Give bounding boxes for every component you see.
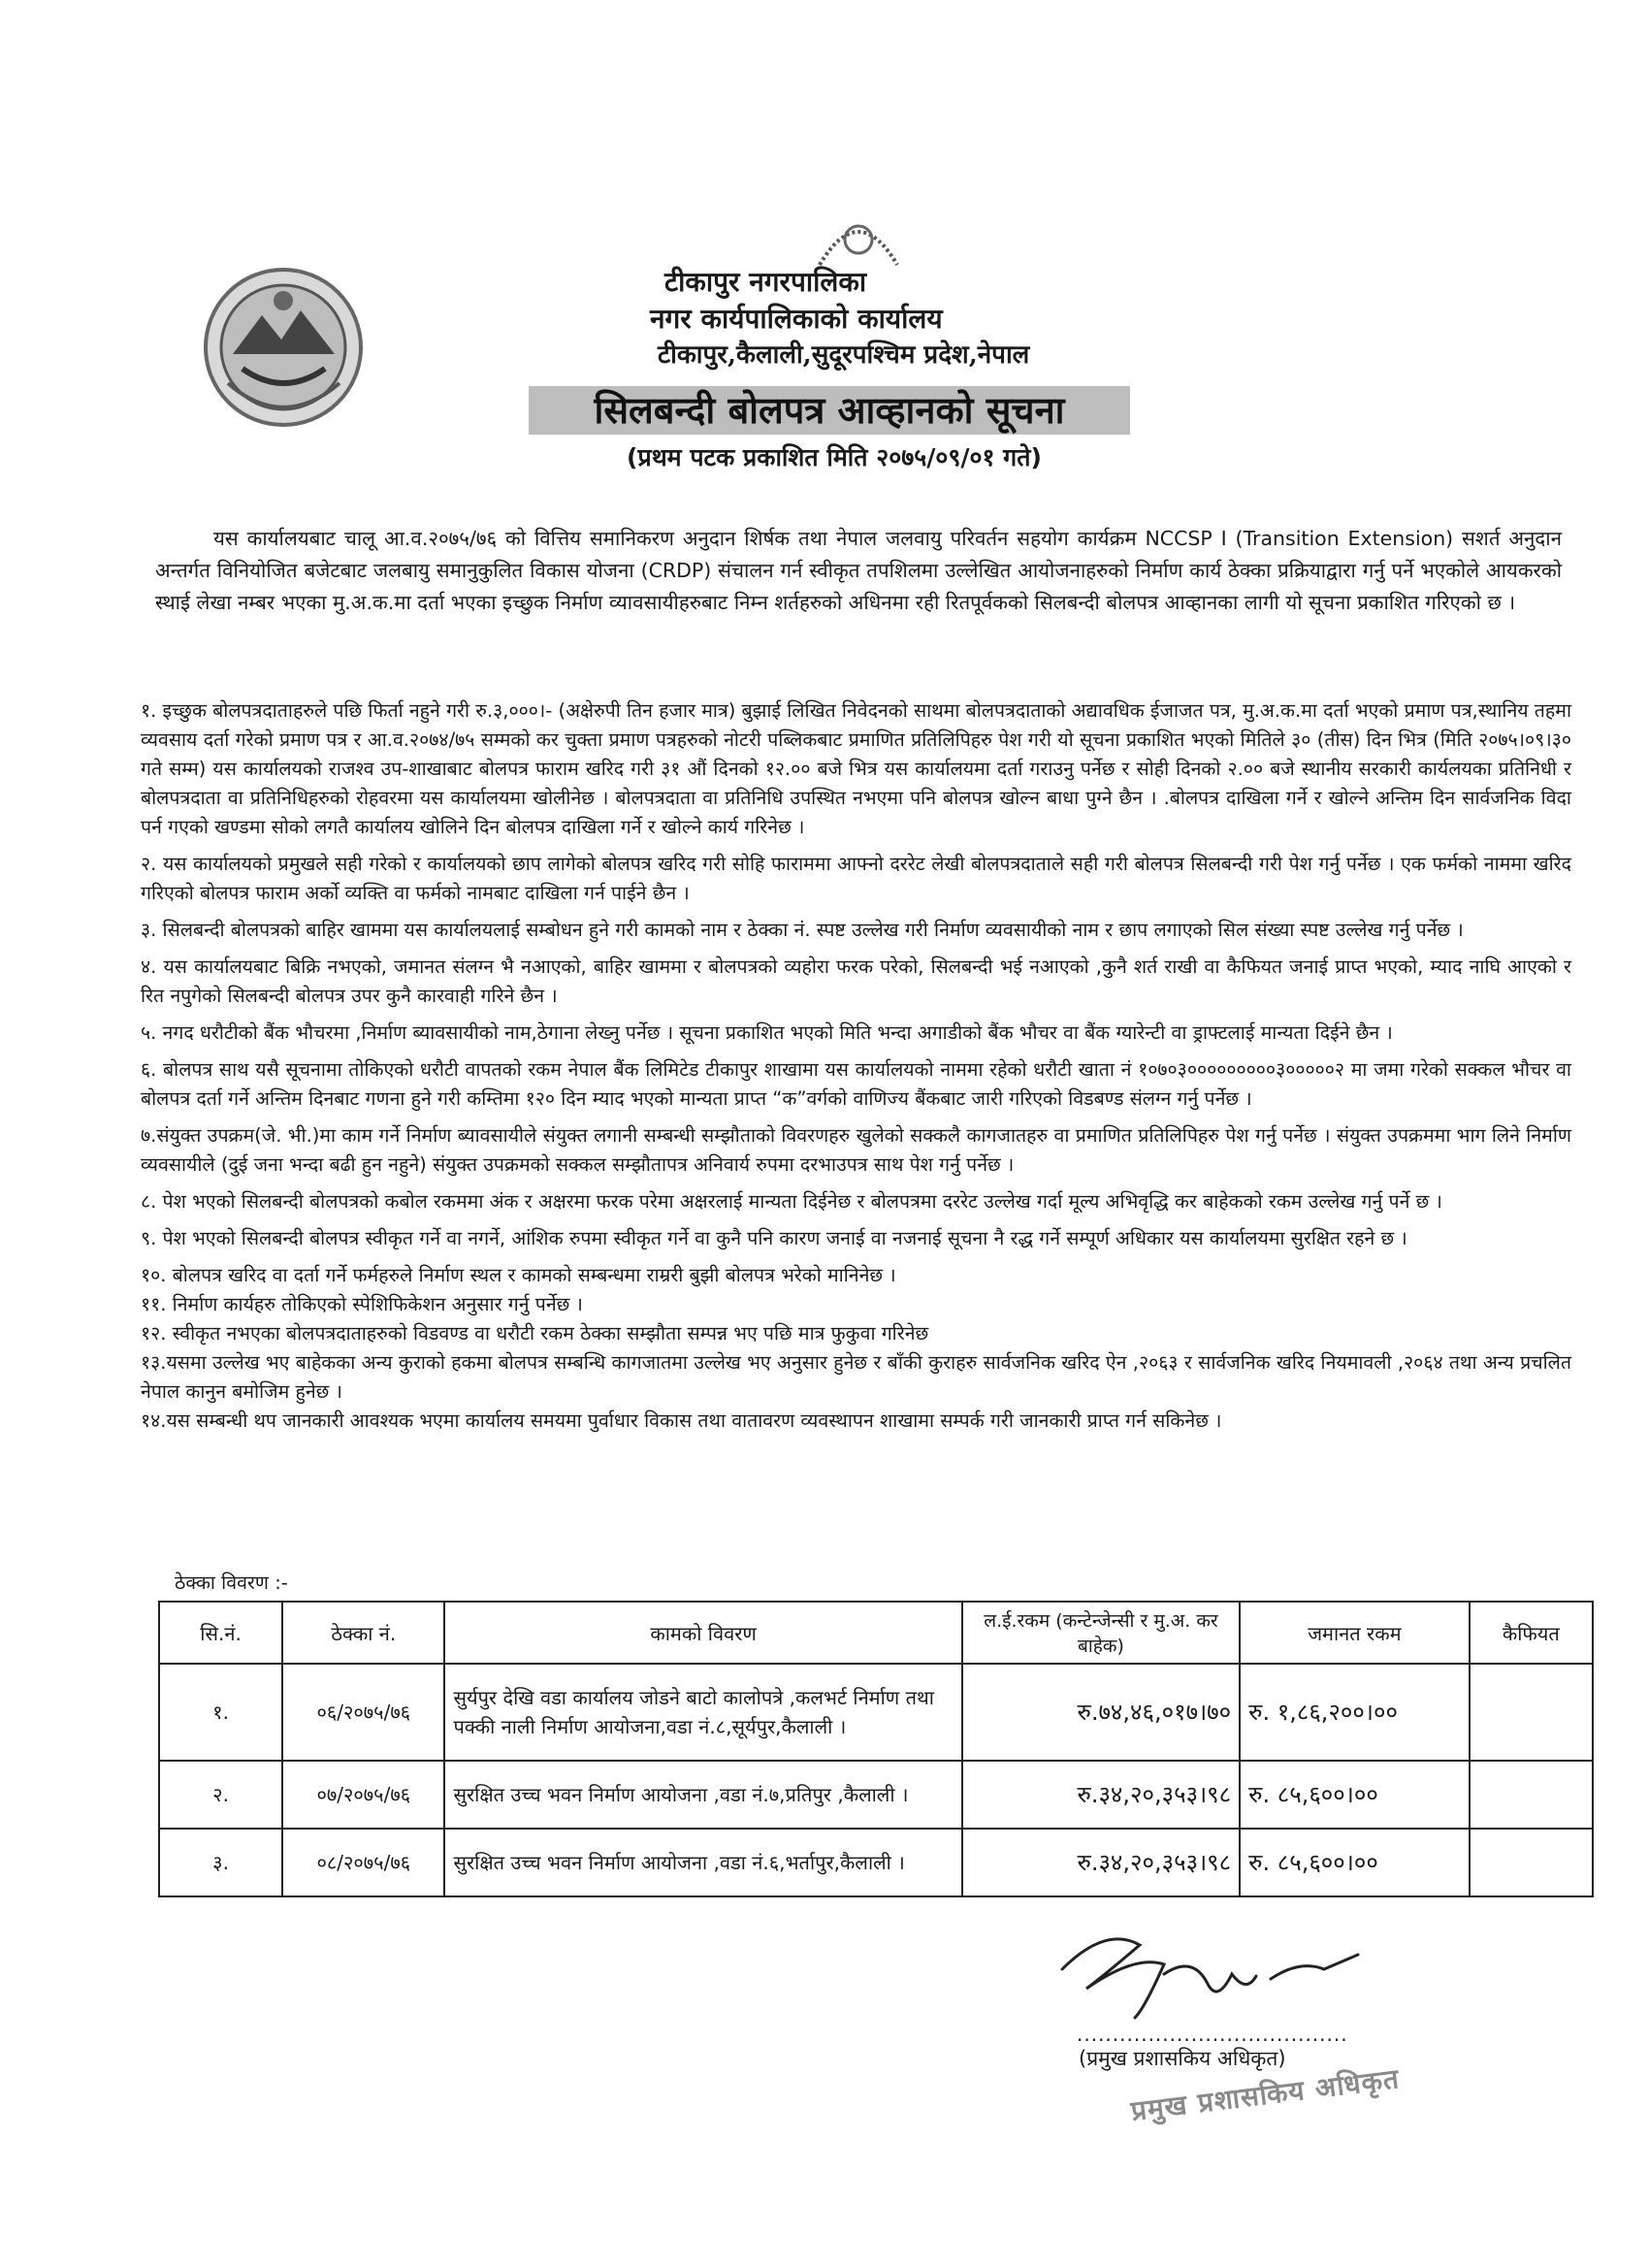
cell-serial: ३. [159, 1829, 282, 1896]
signatory-title: (प्रमुख प्रशासकिय अधिकृत) [1079, 2047, 1286, 2070]
cell-estimate: रु.३४,२०,३५३।९८ [962, 1829, 1240, 1896]
office-name: नगर कार्यपालिकाको कार्यालय [650, 303, 943, 335]
office-address: टीकापुर,कैलाली,सुदूरपश्चिम प्रदेश,नेपाल [658, 340, 1030, 370]
table-row [159, 1829, 1593, 1896]
contract-table [158, 1601, 1594, 1897]
cell-security: रु. ८५,६००।०० [1240, 1829, 1470, 1896]
condition-item: ७.संयुक्त उपक्रम(जे. भी.)मा काम गर्ने निर्माण ब्यावसायीले संयुक्त लगानी सम्बन्धी सम्झौताको विवरणहरु खुलेको सक्कलै कागजातहरु वा प्रमाणित प्रतिलिपिहरु पेश गर्नु पर्नेछ । संयुक्त उपक्रममा भाग लिने निर्माण व्यवसायीले (दुई जना भन्दा बढी हुन नहुने) संयुक्त उपक्रमको सक्कल सम्झौतापत्र अनिवार्य रुपमा दरभाउपत्र साथ पेश गर्नु पर्नेछ । [141, 1124, 1571, 1176]
table-row [159, 1761, 1593, 1829]
conditions-list [141, 697, 1571, 1436]
col-contract-no: ठेक्का नं. [282, 1602, 444, 1664]
seal-icon [810, 209, 907, 267]
cell-estimate: रु.३४,२०,३५३।९८ [962, 1761, 1240, 1829]
cell-security: रु. १,८६,२००।०० [1240, 1664, 1470, 1761]
cell-remarks [1470, 1761, 1593, 1829]
cell-serial: १. [159, 1664, 282, 1761]
col-description: कामको विवरण [444, 1602, 961, 1664]
cell-security: रु. ८५,६००।०० [1240, 1761, 1470, 1829]
condition-item: २. यस कार्यालयको प्रमुखले सही गरेको र कार्यालयको छाप लागेको बोलपत्र खरिद गरी सोहि फाराममा आफ्नो दररेट लेखी बोलपत्रदाताले सही गरी बोलपत्र सिलबन्दी गरी पेश गर्नु पर्नेछ । एक फर्मको नाममा खरिद गरिएको बोलपत्र फाराम अर्को व्यक्ति वा फर्मको नामबाट दाखिला गर्न पाईने छैन । [141, 853, 1571, 904]
condition-item: ६. बोलपत्र साथ यसै सूचनामा तोकिएको धरौटी वापतको रकम नेपाल बैंक लिमिटेड टीकापुर शाखामा यस कार्यालयको नाममा रहेको धरौटी खाता नं १०७०३०००००००००३०००००२ मा जमा गरेको सक्कल भौचर वा बोलपत्र दर्ता गर्ने अन्तिम दिनबाट गणना हुने गरी कम्तिमा १२० दिन म्याद भएको मान्यता प्राप्त “क”वर्गको वाणिज्य बैंकबाट जारी गरिएको विडबण्ड संलग्न गर्नु पर्नेछ । [141, 1058, 1571, 1110]
condition-item: ४. यस कार्यालयबाट बिक्रि नभएको, जमानत संलग्न भै नआएको, बाहिर खाममा र बोलपत्रको व्यहोरा फरक परेको, सिलबन्दी भई नआएको ,कुनै शर्त राखी वा कैफियत जनाई प्राप्त भएको, म्याद नाघि आएको र रित नपुगेको सिलबन्दी बोलपत्र उपर कुनै कारवाही गरिने छैन । [141, 956, 1571, 1007]
official-stamp: प्रमुख प्रशासकिय अधिकृत [1129, 2062, 1402, 2127]
condition-item: १४.यस सम्बन्धी थप जानकारी आवश्यक भएमा कार्यालय समयमा पुर्वाधार विकास तथा वातावरण व्यवस्थापन शाखामा सम्पर्क गरी जानकारी प्राप्त गर्न सकिनेछ । [141, 1409, 1222, 1432]
col-security: जमानत रकम [1240, 1602, 1470, 1664]
cell-description: सुर्यपुर देखि वडा कार्यालय जोडने बाटो कालोपत्रे ,कलभर्ट निर्माण तथा पक्की नाली निर्माण आयोजना,वडा नं.८,सूर्यपुर,कैलाली । [444, 1664, 961, 1761]
condition-item: ३. सिलबन्दी बोलपत्रको बाहिर खाममा यस कार्यालयलाई सम्बोधन हुने गरी कामको नाम र ठेक्का नं. स्पष्ट उल्लेख गरी निर्माण व्यवसायीको नाम र छाप लगाएको सिल संख्या स्पष्ट उल्लेख गर्नु पर्नेछ । [141, 919, 1464, 941]
table-header-row [159, 1602, 1593, 1664]
contract-details-label: ठेक्का विवरण :- [175, 1571, 288, 1594]
publish-date: (प्रथम पटक प्रकाशित मिति २०७५/०९/०१ गते) [627, 443, 1042, 471]
cell-remarks [1470, 1664, 1593, 1761]
cell-estimate: रु.७४,४६,०१७।७० [962, 1664, 1240, 1761]
cell-contract-no: ०७/२०७५/७६ [282, 1761, 444, 1829]
col-serial: सि.नं. [159, 1602, 282, 1664]
cell-serial: २. [159, 1761, 282, 1829]
table-row [159, 1664, 1593, 1761]
condition-item: १२. स्वीकृत नभएका बोलपत्रदाताहरुको विडवण्ड वा धरौटी रकम ठेक्का सम्झौता सम्पन्न भए पछि मात्र फुकुवा गरिनेछ [141, 1322, 929, 1345]
nepal-emblem-icon [199, 262, 369, 432]
signature-icon [1048, 1916, 1368, 2027]
condition-item: ५. नगद धरौटीको बैंक भौचरमा ,निर्माण ब्यावसायीको नाम,ठेगाना लेख्नु पर्नेछ । सूचना प्रकाशित भएको मिति भन्दा अगाडीको बैंक भौचर वा बैंक ग्यारेन्टी वा ड्राफ्टलाई मान्यता दिईने छैन । [141, 1021, 1393, 1044]
cell-contract-no: ०८/२०७५/७६ [282, 1829, 444, 1896]
cell-contract-no: ०६/२०७५/७६ [282, 1664, 444, 1761]
office-header [650, 264, 1029, 373]
cell-description: सुरक्षित उच्च भवन निर्माण आयोजना ,वडा नं.६,भर्तापुर,कैलाली । [444, 1829, 961, 1896]
cell-remarks [1470, 1829, 1593, 1896]
cell-description: सुरक्षित उच्च भवन निर्माण आयोजना ,वडा नं.७,प्रतिपुर ,कैलाली । [444, 1761, 961, 1829]
col-remarks: कैफियत [1470, 1602, 1593, 1664]
condition-item: ११. निर्माण कार्यहरु तोकिएको स्पेशिफिकेशन अनुसार गर्नु पर्नेछ । [141, 1293, 583, 1315]
condition-item: ९. पेश भएको सिलबन्दी बोलपत्र स्वीकृत गर्ने वा नगर्ने, आंशिक रुपमा स्वीकृत गर्ने वा कुनै पनि कारण जनाई वा नजनाई सूचना नै रद्ध गर्ने सम्पूर्ण अधिकार यस कार्यालयमा सुरक्षित रहने छ । [141, 1227, 1407, 1249]
notice-title: सिलबन्दी बोलपत्र आव्हानको सूचना [529, 386, 1130, 435]
col-estimate: ल.ई.रकम (कन्टेन्जेन्सी र मु.अ. कर बाहेक) [962, 1602, 1240, 1664]
condition-item: ८. पेश भएको सिलबन्दी बोलपत्रको कबोल रकममा अंक र अक्षरमा फरक परेमा अक्षरलाई मान्यता दिईनेछ र बोलपत्रमा दररेट उल्लेख गर्दा मूल्य अभिवृद्धि कर बाहेकको रकम उल्लेख गर्नु पर्ने छ । [141, 1190, 1442, 1213]
intro-paragraph: यस कार्यालयबाट चालू आ.व.२०७५/७६ को वित्तिय समानिकरण अनुदान शिर्षक तथा नेपाल जलवायु परिवर्तन सहयोग कार्यक्रम NCCSP I (Transition Extension) सशर्त अनुदान अन्तर्गत विनियोजित बजेटबाट जलबायु समानुकुलित विकास योजना (CRDP) संचालन गर्न स्वीकृत तपशिलमा उल्लेखित आयोजनाहरुको निर्माण कार्य ठेक्का प्रक्रियाद्वारा गर्नु पर्ने भएकोले आयकरको स्थाई लेखा नम्बर भएका मु.अ.क.मा दर्ता भएका इच्छुक निर्माण व्यावसायीहरुबाट निम्न शर्तहरुको अधिनमा रही रितपूर्वकको सिलबन्दी बोलपत्र आव्हानका लागी यो सूचना प्रकाशित गरिएको छ । [155, 526, 1562, 614]
condition-item: १. इच्छुक बोलपत्रदाताहरुले पछि फिर्ता नहुने गरी रु.३,०००।- (अक्षेरुपी तिन हजार मात्र) बुझाई लिखित निवेदनको साथमा बोलपत्रदाताको अद्यावधिक ईजाजत पत्र, मु.अ.क.मा दर्ता भएको प्रमाण पत्र,स्थानिय तहमा व्यवसाय दर्ता गरेको प्रमाण पत्र र आ.व.२०७४/७५ सम्मको कर चुक्ता प्रमाण पत्रहरुको नोटरी पब्लिकबाट प्रमाणित प्रतिलिपिहरु पेश गरी यो सूचना प्रकाशित भएको मितिले ३० (तीस) दिन भित्र (मिति २०७५।०९।३० गते सम्म) यस कार्यालयको राजश्व उप-शाखाबाट बोलपत्र फाराम खरिद गरी ३१ औं दिनको १२.०० बजे भित्र यस कार्यालयमा दर्ता गराउनु पर्नेछ र सोही दिनको २.०० बजे स्थानीय सरकारी कार्यलयका प्रतिनिधी र बोलपत्रदाता वा प्रतिनिधिहरुको रोहवरमा यस कार्यालयमा खोलीनेछ । बोलपत्रदाता वा प्रतिनिधि उपस्थित नभएमा पनि बोलपत्र खोल्न बाधा पुग्ने छैन । .बोलपत्र दाखिला गर्ने र खोल्ने अन्तिम दिन सार्वजनिक विदा पर्न गएको खण्डमा सोको लगतै कार्यालय खोलिने दिन बोलपत्र दाखिला गर्ने र खोल्ने कार्य गरिनेछ । [141, 699, 1571, 838]
condition-item: १०. बोलपत्र खरिद वा दर्ता गर्ने फर्महरुले निर्माण स्थल र कामको सम्बन्धमा राम्ररी बुझी बोलपत्र भरेको मानिनेछ । [141, 1264, 896, 1286]
condition-item: १३.यसमा उल्लेख भए बाहेकका अन्य कुराको हकमा बोलपत्र सम्बन्धि कागजातमा उल्लेख भए अनुसार हुनेछ र बाँकी कुराहरु सार्वजनिक खरिद ऐन ,२०६३ र सार्वजनिक खरिद नियमावली ,२०६४ तथा अन्य प्रचलित नेपाल कानुन बमोजिम हुनेछ । [141, 1351, 1571, 1403]
signature-line: ...................................... [1077, 2023, 1348, 2046]
municipality-name: टीकापुर नगरपालिका [664, 266, 867, 298]
